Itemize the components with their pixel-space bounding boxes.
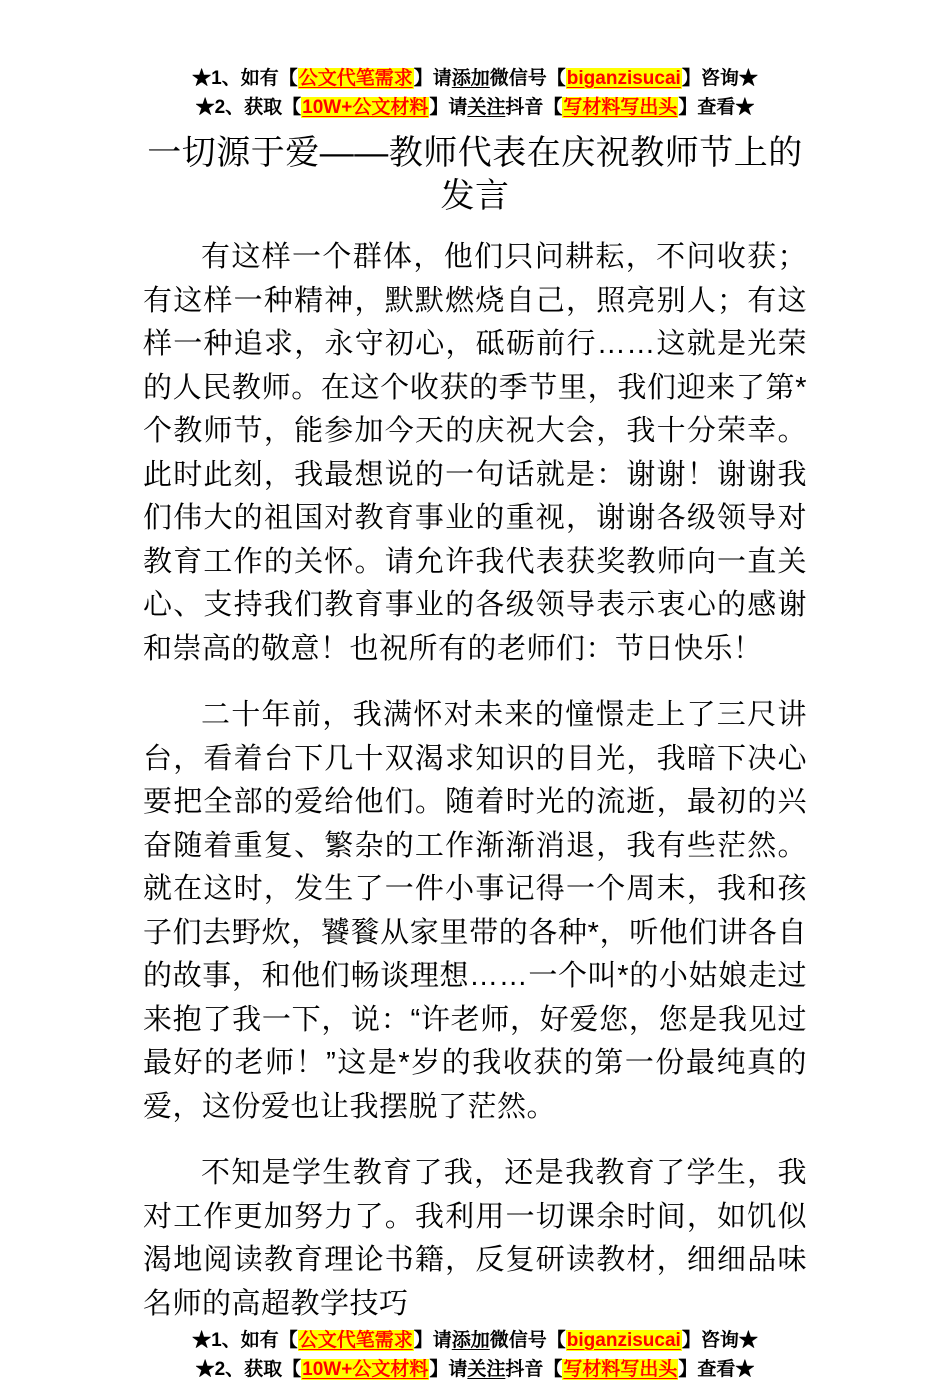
header-promo <box>143 64 807 122</box>
paragraph-1: 有这样一个群体，他们只问耕耘，不问收获；有这样一种精神，默默燃烧自己，照亮别人；有这样一种追求，永守初心，砥砺前行……这就是光荣的人民教师。在这个收获的季节里，我们迎来了第*个教师节，能参加今天的庆祝大会，我十分荣幸。此时此刻，我最想说的一句话就是：谢谢！谢谢我们伟大的祖国对教育事业的重视，谢谢各级领导对教育工作的关怀。请允许我代表获奖教师向一直关心、支持我们教育事业的各级领导表示衷心的感谢和崇高的敬意！也祝所有的老师们：节日快乐！ <box>143 241 807 665</box>
ghostwriting-need-highlight: 公文代笔需求 <box>298 68 413 89</box>
promo-text: ★2、获取【 <box>195 97 302 118</box>
footer-promo-line-2 <box>143 1355 807 1384</box>
promo-text: ★1、如有【 <box>192 68 298 89</box>
footer-promo-line-1 <box>143 1326 807 1355</box>
promo-text: 】咨询★ <box>681 68 758 89</box>
promo-text: 】咨询★ <box>681 1330 758 1351</box>
douyin-name-highlight: 写材料写出头 <box>563 97 678 118</box>
promo-text: 】查看★ <box>678 97 755 118</box>
wechat-id-highlight: biganzisucai <box>566 1330 681 1351</box>
ghostwriting-need-highlight: 公文代笔需求 <box>298 1330 413 1351</box>
materials-highlight: 10W+公文材料 <box>302 97 429 118</box>
wechat-id-highlight: biganzisucai <box>566 68 681 89</box>
materials-highlight: 10W+公文材料 <box>302 1359 429 1380</box>
document-body <box>143 236 807 1326</box>
promo-text: 】请 <box>429 97 468 118</box>
promo-text: ★2、获取【 <box>195 1359 302 1380</box>
header-promo-line-1 <box>143 64 807 93</box>
promo-text: 抖音【 <box>505 1359 563 1380</box>
promo-text: 】请 <box>413 68 452 89</box>
promo-text: 微信号【 <box>489 1330 566 1351</box>
follow-action-text: 关注 <box>467 97 506 118</box>
promo-text: 】请 <box>413 1330 452 1351</box>
promo-text: 微信号【 <box>489 68 566 89</box>
footer-promo <box>143 1326 807 1384</box>
paragraph-2: 二十年前，我满怀对未来的憧憬走上了三尺讲台，看着台下几十双渴求知识的目光，我暗下决心要把全部的爱给他们。随着时光的流逝，最初的兴奋随着重复、繁杂的工作渐渐消退，我有些茫然。就在这时，发生了一件小事记得一个周末，我和孩子们去野炊，饕餮从家里带的各种*，听他们讲各自的故事，和他们畅谈理想……一个叫*的小姑娘走过来抱了我一下，说：“许老师，好爱您，您是我见过最好的老师！”这是*岁的我收获的第一份最纯真的爱，这份爱也让我摆脱了茫然。 <box>143 699 807 1123</box>
douyin-name-highlight: 写材料写出头 <box>563 1359 678 1380</box>
promo-text: ★1、如有【 <box>192 1330 298 1351</box>
page-title: 一切源于爱——教师代表在庆祝教师节上的发言 <box>147 134 803 215</box>
add-action-text: 添加 <box>451 68 490 89</box>
promo-text: 】请 <box>429 1359 468 1380</box>
paragraph-3: 不知是学生教育了我，还是我教育了学生，我对工作更加努力了。我利用一切课余时间，如饥似渴地阅读教育理论书籍，反复研读教材，细细品味名师的高超教学技巧 <box>143 1157 807 1320</box>
follow-action-text: 关注 <box>467 1359 506 1380</box>
promo-text: 】查看★ <box>678 1359 755 1380</box>
add-action-text: 添加 <box>451 1330 490 1351</box>
promo-text: 抖音【 <box>505 97 563 118</box>
header-promo-line-2 <box>143 93 807 122</box>
